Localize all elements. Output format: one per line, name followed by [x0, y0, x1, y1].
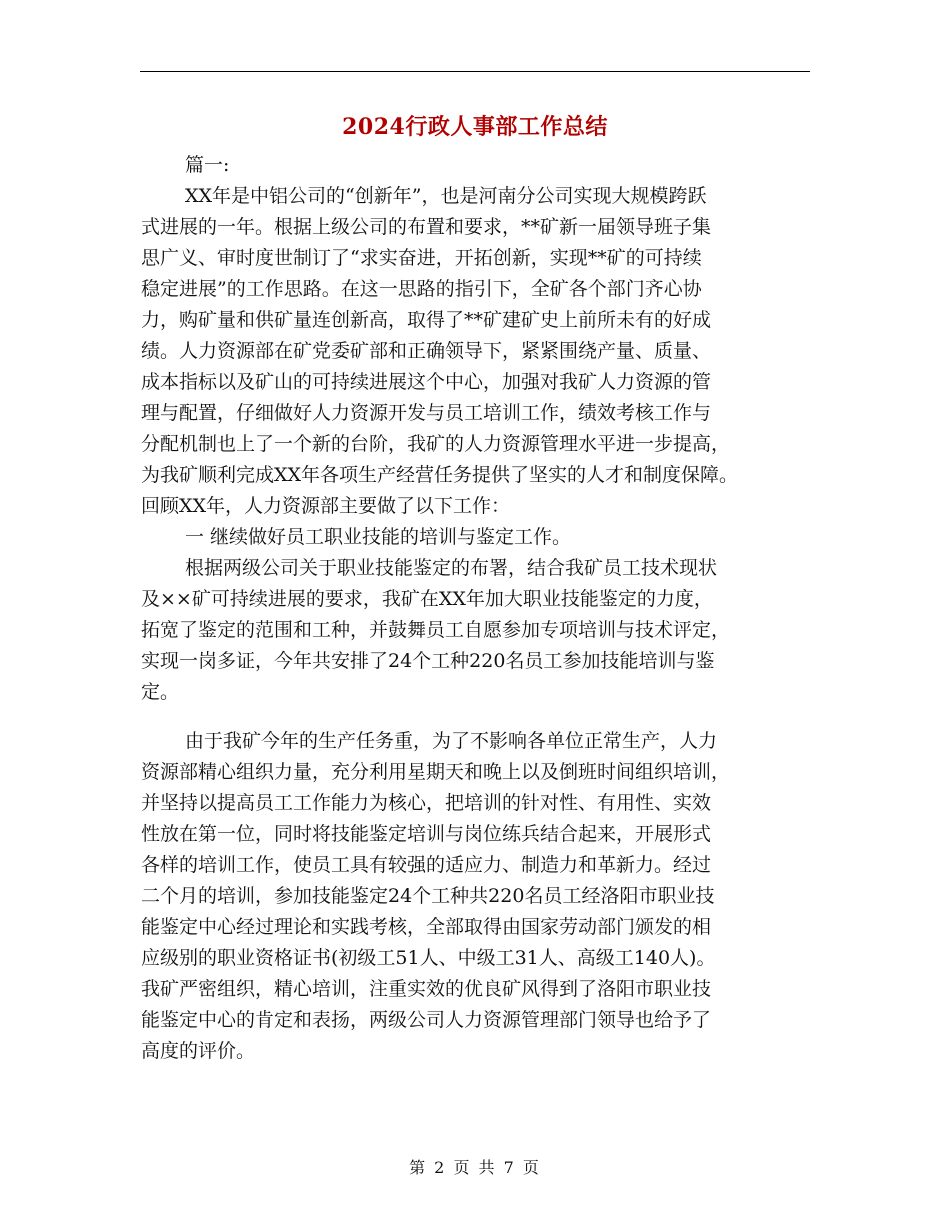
paragraph-line: 高度的评价。: [141, 1040, 256, 1062]
paragraph-line: 能鉴定中心经过理论和实践考核，全部取得由国家劳动部门颁发的相: [141, 916, 712, 938]
paragraph-line: 根据两级公司关于职业技能鉴定的布署，结合我矿员工技术现状: [185, 557, 718, 579]
paragraph-line: 各样的培训工作，使员工具有较强的适应力、制造力和革新力。经过: [141, 854, 712, 876]
paragraph-line: 分配机制也上了一个新的台阶，我矿的人力资源管理水平进一步提高，: [141, 433, 731, 455]
page-number: 第 2 页 共 7 页: [409, 1158, 541, 1177]
header-rule: [140, 71, 810, 72]
paragraph-line: XX年是中铝公司的“创新年”，也是河南分公司实现大规模跨跃: [185, 185, 707, 207]
paragraph-line: 回顾XX年，人力资源部主要做了以下工作：: [141, 495, 511, 517]
paragraph-line: 拓宽了鉴定的范围和工种，并鼓舞员工自愿参加专项培训与技术评定，: [141, 619, 731, 641]
paragraph-line: 为我矿顺利完成XX年各项生产经营任务提供了坚实的人才和制度保障。: [141, 464, 739, 486]
paragraph-line: 资源部精心组织力量，充分利用星期天和晚上以及倒班时间组织培训，: [141, 761, 731, 783]
paragraph-line: 式进展的一年。根据上级公司的布置和要求，**矿新一届领导班子集: [141, 216, 712, 238]
paragraph-line: 定。: [141, 681, 180, 703]
paragraph-line: 力，购矿量和供矿量连创新高，取得了**矿建矿史上前所未有的好成: [141, 309, 712, 331]
document-title: 2024行政人事部工作总结: [342, 114, 608, 140]
section-label: 篇一:: [185, 154, 230, 176]
paragraph-line: 实现一岗多证，今年共安排了24个工种220名员工参加技能培训与鉴: [141, 650, 715, 672]
paragraph-line: 成本指标以及矿山的可持续进展这个中心，加强对我矿人力资源的管: [141, 371, 712, 393]
paragraph-gap: [141, 708, 813, 726]
paragraph-line: 并坚持以提高员工工作能力为核心，把培训的针对性、有用性、实效: [141, 792, 712, 814]
paragraph-line: 性放在第一位，同时将技能鉴定培训与岗位练兵结合起来，开展形式: [141, 823, 712, 845]
section-heading: 一 继续做好员工职业技能的培训与鉴定工作。: [185, 526, 572, 548]
paragraph-line: 稳定进展”的工作思路。在这一思路的指引下，全矿各个部门齐心协: [141, 278, 702, 300]
paragraph-line: 绩。人力资源部在矿党委矿部和正确领导下，紧紧围绕产量、质量、: [141, 340, 712, 362]
paragraph-line: 我矿严密组织，精心培训，注重实效的优良矿风得到了洛阳市职业技: [141, 978, 712, 1000]
document-body: [141, 150, 813, 1067]
paragraph-line: 理与配置，仔细做好人力资源开发与员工培训工作，绩效考核工作与: [141, 402, 712, 424]
paragraph-line: 应级别的职业资格证书(初级工51人、中级工31人、高级工140人)。: [141, 947, 716, 969]
paragraph-line: 能鉴定中心的肯定和表扬，两级公司人力资源管理部门领导也给予了: [141, 1009, 712, 1031]
paragraph-line: 二个月的培训，参加技能鉴定24个工种共220名员工经洛阳市职业技: [141, 885, 715, 907]
paragraph-line: 及××矿可持续进展的要求，我矿在XX年加大职业技能鉴定的力度，: [141, 588, 713, 610]
paragraph-line: 由于我矿今年的生产任务重，为了不影响各单位正常生产，人力: [185, 730, 718, 752]
paragraph-line: 思广义、审时度世制订了“求实奋进，开拓创新，实现**矿的可持续: [141, 247, 702, 269]
